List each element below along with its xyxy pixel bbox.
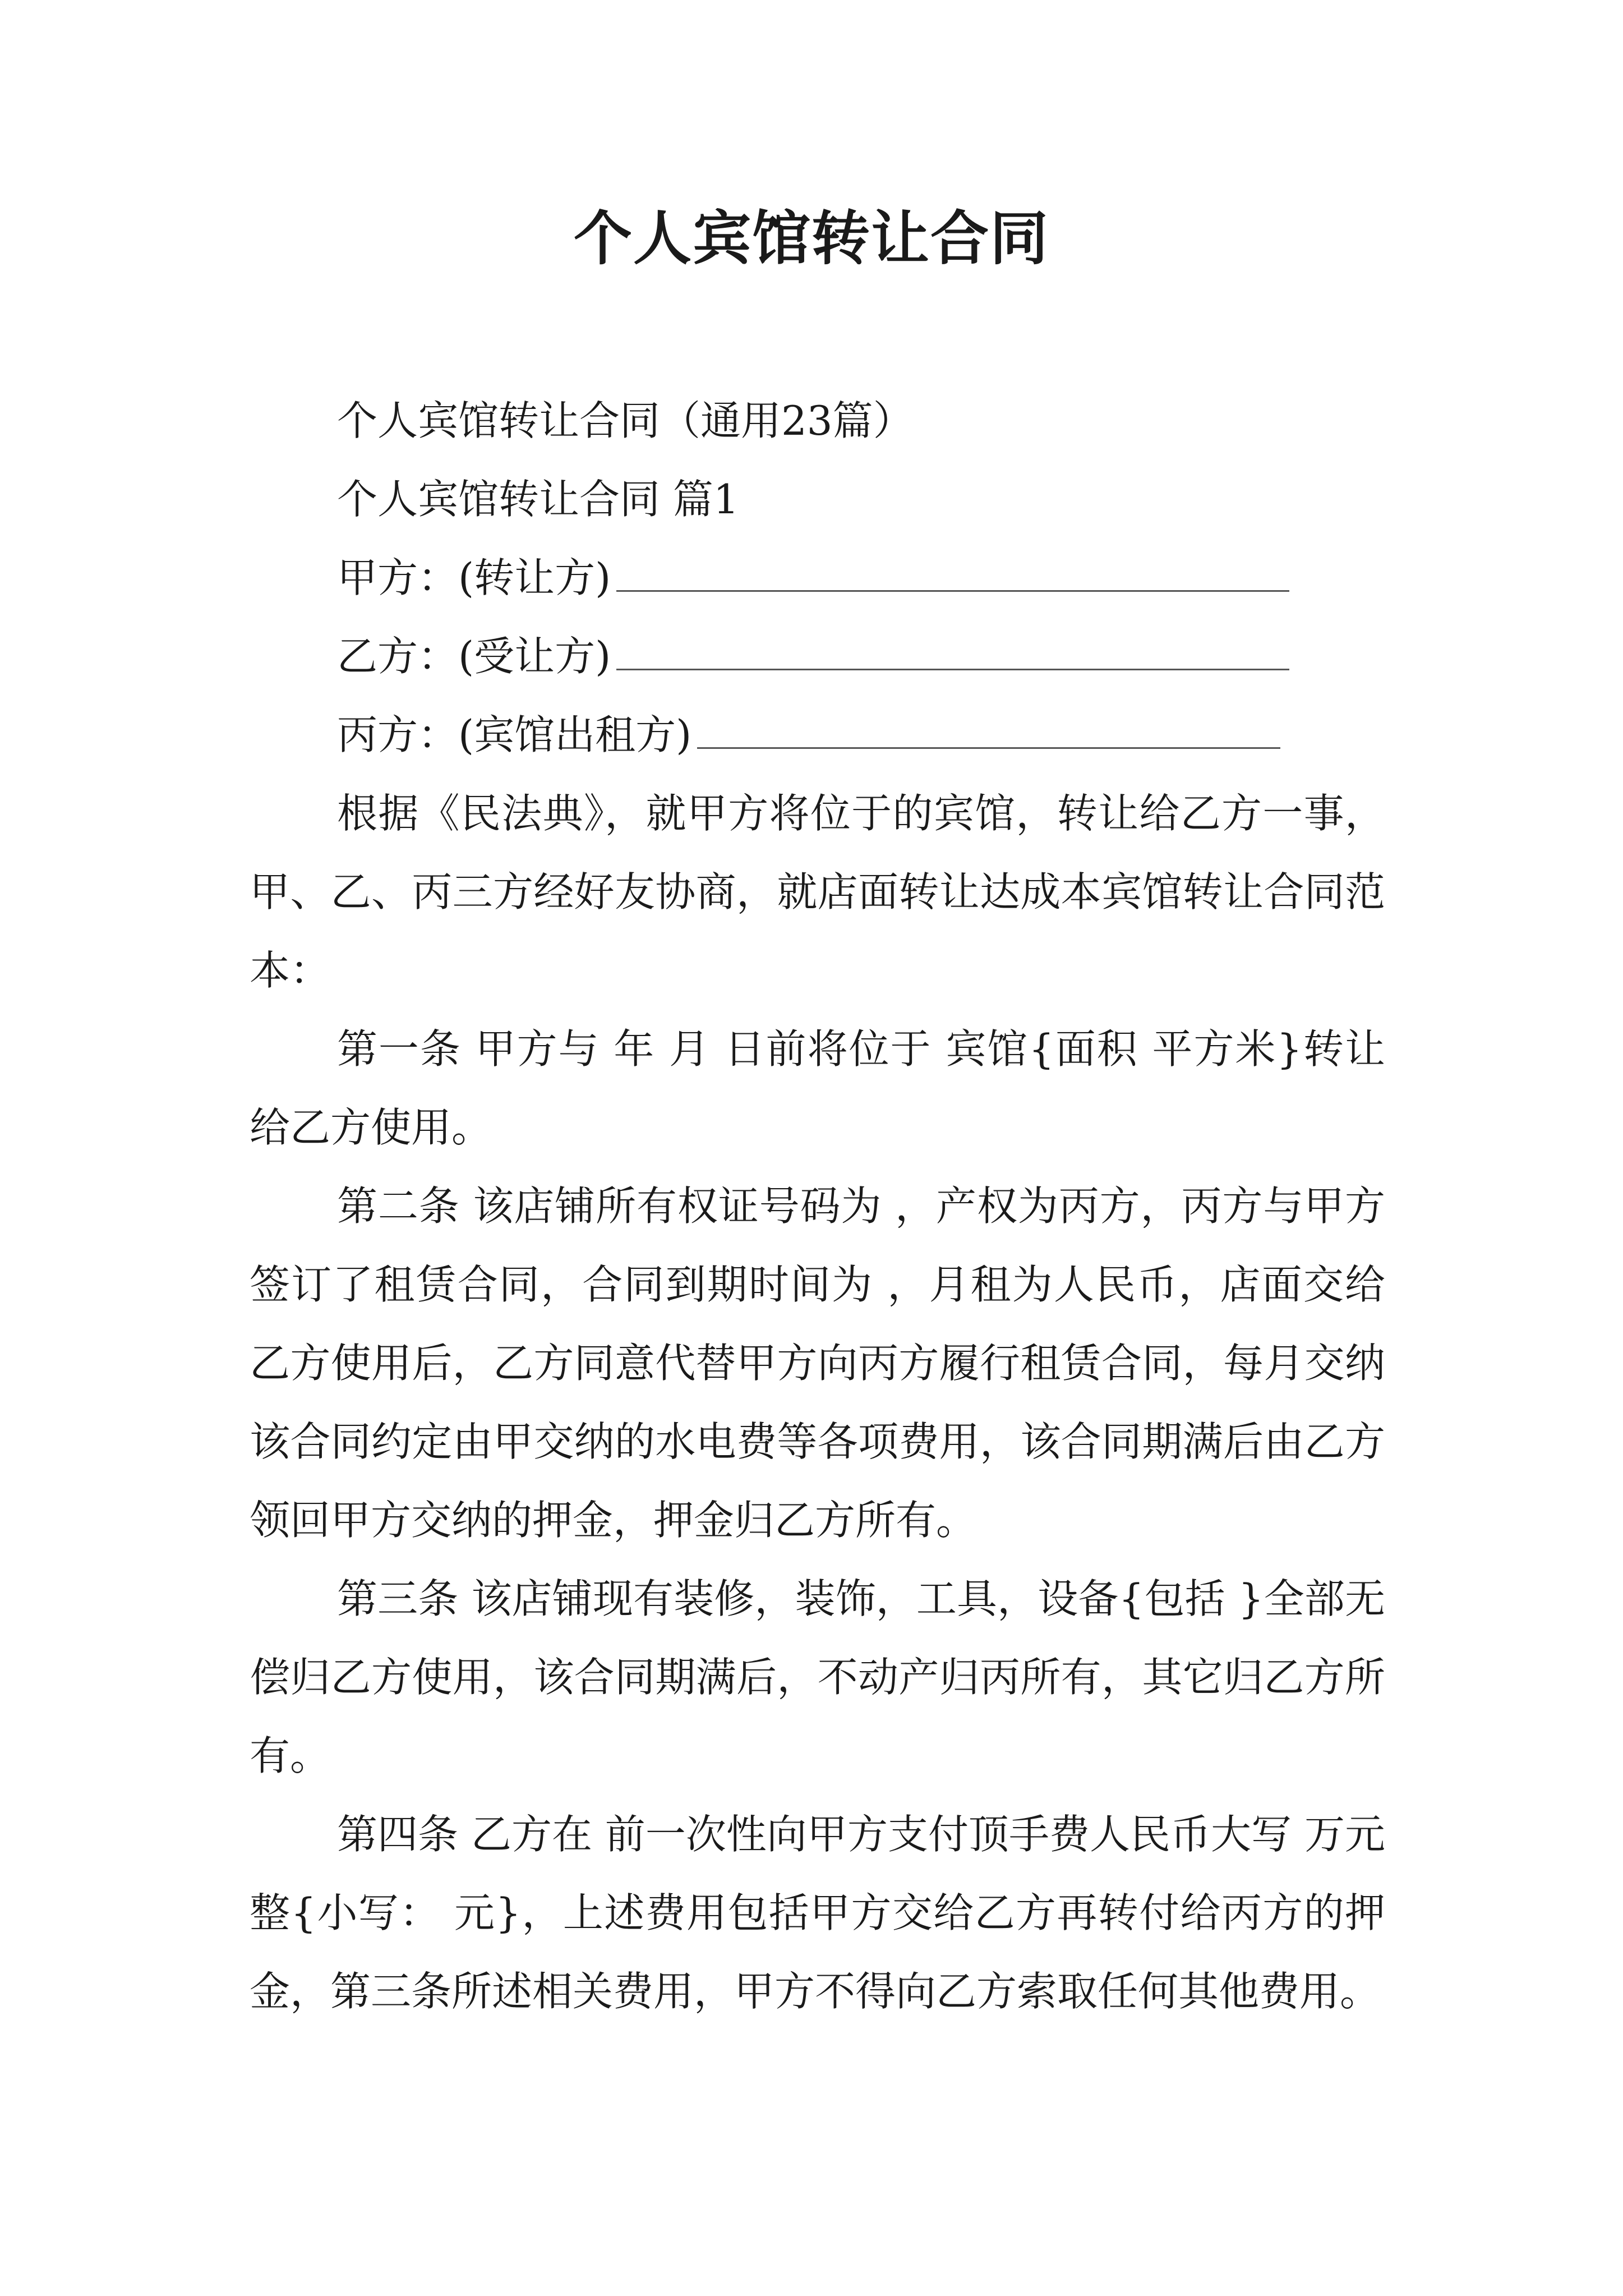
document-title: 个人宾馆转让合同 xyxy=(573,204,1049,273)
party-line-a xyxy=(250,539,1385,617)
paragraph-intro: 根据《民法典》，就甲方将位于的宾馆，转让给乙方一事，甲、乙、丙三方经好友协商，就店面转让达成本宾馆转让合同范本： xyxy=(250,790,1385,994)
party-a-label: 甲方：(转让方) xyxy=(337,554,611,601)
paragraph-article-1: 第一条 甲方与 年 月 日前将位于 宾馆{面积 平方米}转让给乙方使用。 xyxy=(250,1025,1385,1151)
party-c-label: 丙方：(宾馆出租方) xyxy=(337,711,692,758)
party-line-b xyxy=(250,617,1385,696)
party-b-blank xyxy=(616,626,1289,670)
party-c-blank xyxy=(697,705,1280,749)
party-a-blank xyxy=(616,547,1289,592)
section-heading: 个人宾馆转让合同 篇1 xyxy=(337,476,739,523)
document-body xyxy=(250,381,1385,2031)
party-b-label: 乙方：(受让方) xyxy=(337,633,611,680)
document-subtitle: 个人宾馆转让合同（通用23篇） xyxy=(337,397,914,444)
party-line-c xyxy=(250,696,1385,774)
paragraph-article-2: 第二条 该店铺所有权证号码为 ，产权为丙方，丙方与甲方签订了租赁合同，合同到期时间为 ，月租为人民币，店面交给乙方使用后，乙方同意代替甲方向丙方履行租赁合同，每月交纳该合同约定由甲交纳的水电费等各项费用，该合同期满后由乙方领回甲方交纳的押金，押金归乙方所有。 xyxy=(250,1182,1385,1544)
paragraph-article-4: 第四条 乙方在 前一次性向甲方支付顶手费人民币大写 万元整{小写： 元}，上述费用包括甲方交给乙方再转付给丙方的押金，第三条所述相关费用，甲方不得向乙方索取任何其他费用。 xyxy=(250,1811,1385,2015)
paragraph-article-3: 第三条 该店铺现有装修，装饰，工具，设备{包括 }全部无偿归乙方使用，该合同期满后，不动产归丙所有，其它归乙方所有。 xyxy=(250,1575,1385,1779)
